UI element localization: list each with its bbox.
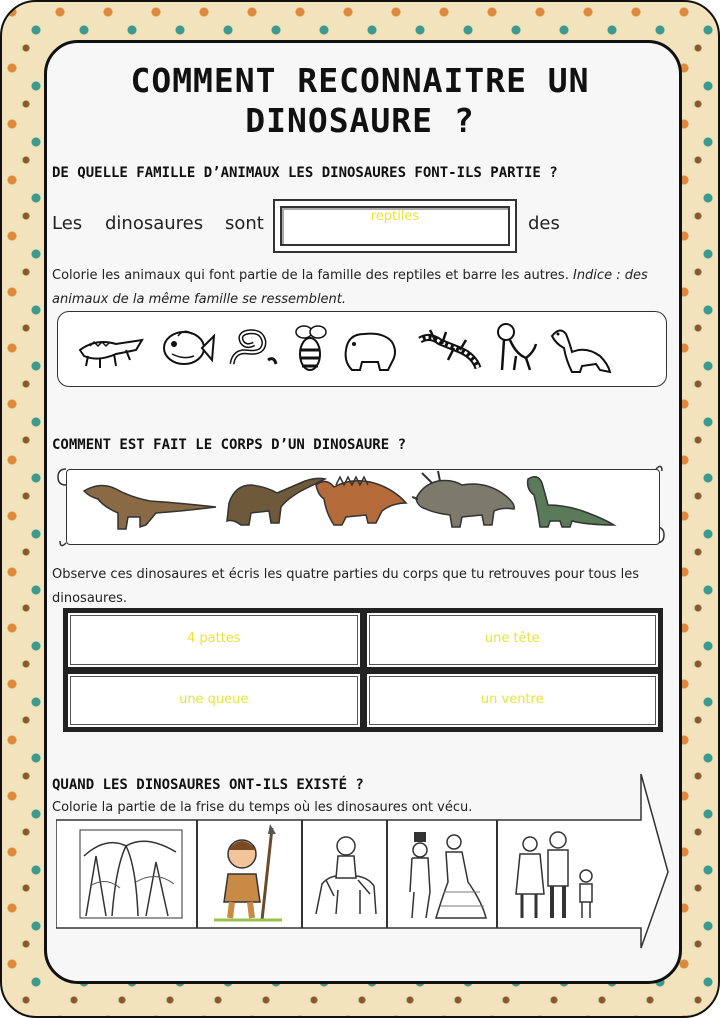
sentence-word-dinosaures: dinosaures <box>105 213 204 234</box>
body-part-cell-3[interactable] <box>66 672 362 730</box>
sentence-word-des: des <box>528 213 560 234</box>
allosaurus-icon[interactable] <box>80 477 220 533</box>
ankylosaurus-icon[interactable] <box>312 473 412 529</box>
section2-heading: COMMENT EST FAIT LE CORPS D’UN DINOSAURE ? <box>52 437 407 453</box>
dinosaur-icon[interactable] <box>546 320 612 376</box>
bee-icon[interactable] <box>288 320 332 376</box>
fish-icon[interactable] <box>158 320 216 376</box>
body-part-answer-4: un ventre <box>480 691 544 707</box>
timeline-divider <box>196 820 198 928</box>
bear-icon[interactable] <box>340 320 400 376</box>
lizard-icon[interactable] <box>416 320 482 376</box>
triceratops-icon[interactable] <box>412 469 518 531</box>
knight-icon[interactable] <box>306 824 386 924</box>
dog-icon[interactable] <box>490 320 538 376</box>
section1-heading: DE QUELLE FAMILLE D’ANIMAUX LES DINOSAURES FONT-ILS PARTIE ? <box>52 165 558 181</box>
caveman-icon[interactable] <box>206 824 296 924</box>
section1-hint: Indice : des animaux de la même famille se ressemblent. <box>52 268 648 307</box>
answer-field-value: reptiles <box>370 209 420 224</box>
section2-instruction: Observe ces dinosaures et écris les quatre parties du corps que tu retrouves pour tous les dinosaures. <box>52 567 639 606</box>
body-part-cell-2[interactable] <box>365 611 661 669</box>
victorian-couple-icon[interactable] <box>392 822 492 922</box>
timeline-divider <box>496 820 498 928</box>
snake-icon[interactable] <box>224 320 280 376</box>
page-title-line2: DINOSAURE ? <box>245 101 475 140</box>
animals-strip <box>57 311 667 387</box>
sentence-word-sont: sont <box>225 213 264 234</box>
body-part-answer-2: une tête <box>484 631 540 646</box>
section3-instruction: Colorie la partie de la frise du temps où les dinosaures ont vécu. <box>52 800 473 815</box>
section3-heading: QUAND LES DINOSAURES ONT-ILS EXISTÉ ? <box>52 777 364 793</box>
modern-family-icon[interactable] <box>504 824 604 924</box>
section1-instruction: Colorie les animaux qui font partie de la famille des reptiles et barre les autres. <box>52 268 569 283</box>
page-title-line1: COMMENT RECONNAITRE UN <box>130 61 590 100</box>
timeline-divider <box>386 820 388 928</box>
iguanodon-icon[interactable] <box>518 471 618 529</box>
answer-field-family[interactable] <box>273 199 517 253</box>
sentence-word-les: Les <box>52 213 83 234</box>
dinosaurs-scroll <box>56 459 666 551</box>
body-part-cell-1[interactable] <box>66 611 362 669</box>
prehistoric-jungle-icon[interactable] <box>76 826 186 922</box>
timeline-divider <box>301 820 303 928</box>
body-part-answer-1: 4 pattes <box>186 631 241 646</box>
section1-instruction-block <box>52 264 672 312</box>
timeline-periods <box>56 820 641 928</box>
body-part-cell-4[interactable] <box>365 672 661 730</box>
body-part-answer-3: une queue <box>179 691 249 707</box>
crocodile-icon[interactable] <box>76 320 146 372</box>
body-parts-table <box>63 608 663 732</box>
